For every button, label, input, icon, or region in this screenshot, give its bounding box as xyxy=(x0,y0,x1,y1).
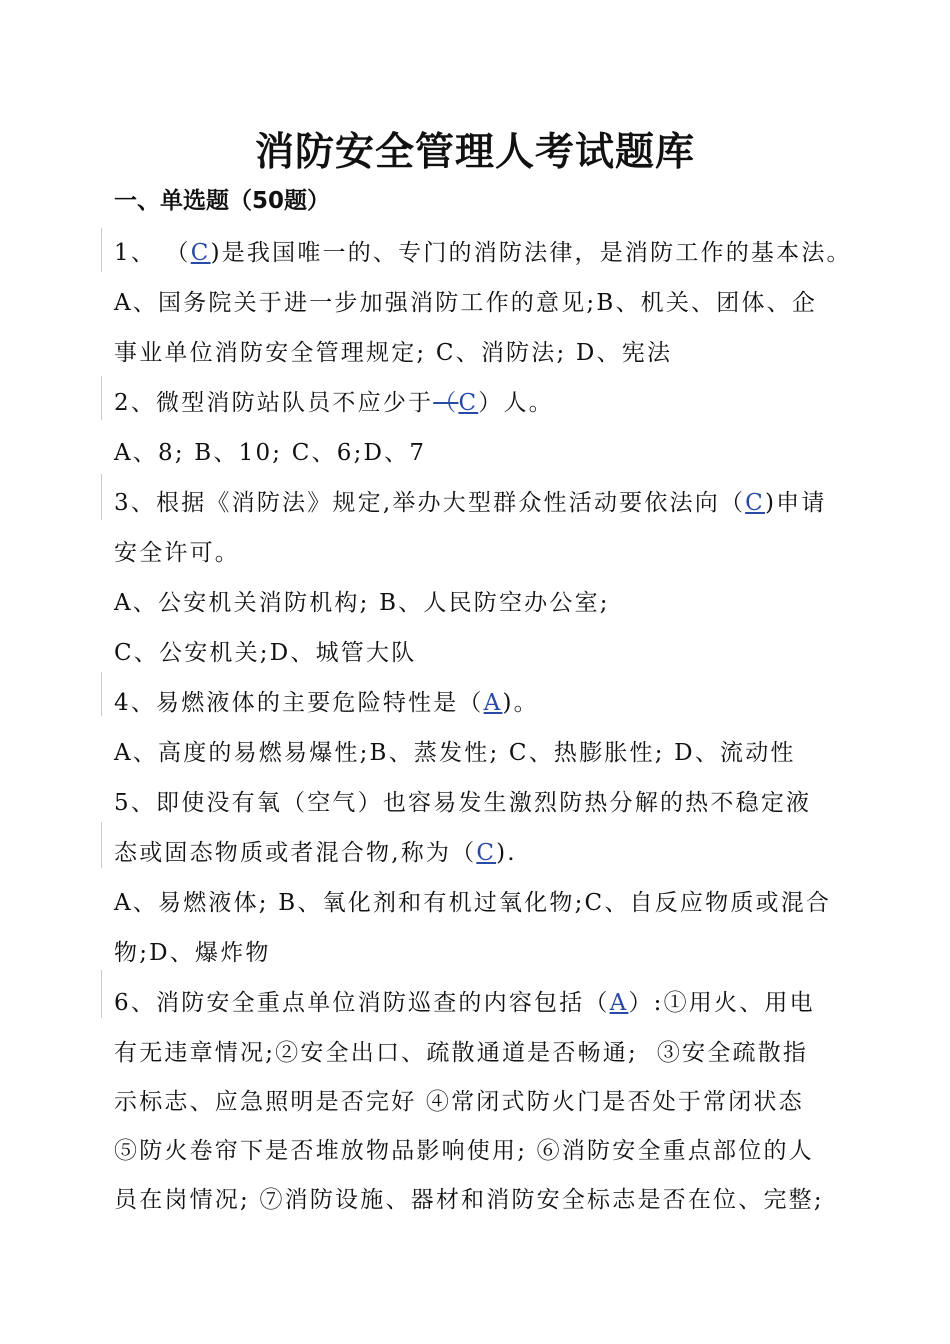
question-6-continued: 员在岗情况; ⑦消防设施、器材和消防安全标志是否在位、完整; xyxy=(114,1187,824,1213)
answer-mark: A xyxy=(483,690,503,716)
question-6: 6、消防安全重点单位消防巡查的内容包括（A）:①用火、用电 xyxy=(114,990,815,1016)
revision-bar xyxy=(101,970,102,1018)
revision-bar xyxy=(101,672,102,716)
question-5-options: 物;D、爆炸物 xyxy=(114,940,271,966)
answer-mark: C xyxy=(458,390,479,416)
section-heading: 一、单选题（50题） xyxy=(114,188,331,214)
answer-mark: A xyxy=(609,990,629,1016)
question-6-continued: 有无违章情况;②安全出口、疏散通道是否畅通; ③安全疏散指 xyxy=(114,1040,809,1066)
answer-mark: C xyxy=(476,840,497,866)
revision-bar xyxy=(101,474,102,520)
deleted-text: （ xyxy=(433,390,459,416)
question-1: 1、 （C)是我国唯一的、专门的消防法律，是消防工作的基本法。 xyxy=(114,240,852,266)
question-4-options: A、高度的易燃易爆性;B、蒸发性; C、热膨胀性; D、流动性 xyxy=(114,740,796,766)
question-2-options: A、8; B、10; C、6;D、7 xyxy=(114,440,427,466)
question-1-options: 事业单位消防安全管理规定; C、消防法; D、宪法 xyxy=(114,340,673,366)
question-2: 2、微型消防站队员不应少于（C）人。 xyxy=(114,390,554,416)
answer-mark: C xyxy=(190,240,211,266)
question-5: 5、即使没有氧（空气）也容易发生激烈防热分解的热不稳定液 xyxy=(114,790,812,816)
question-6-continued: ⑤防火卷帘下是否堆放物品影响使用; ⑥消防安全重点部位的人 xyxy=(114,1138,814,1164)
question-3-options: A、公安机关消防机构; B、人民防空办公室; xyxy=(114,590,610,616)
question-5-continued: 态或固态物质或者混合物,称为（C). xyxy=(114,840,517,866)
revision-bar xyxy=(101,376,102,420)
question-3-options: C、公安机关;D、城管大队 xyxy=(114,640,417,666)
question-4: 4、易燃液体的主要危险特性是（A)。 xyxy=(114,690,539,716)
question-3: 3、根据《消防法》规定,举办大型群众性活动要依法向（C)申请 xyxy=(114,490,827,516)
question-1-options: A、国务院关于进一步加强消防工作的意见;B、机关、团体、企 xyxy=(114,290,818,316)
question-6-continued: 示标志、应急照明是否完好 ④常闭式防火门是否处于常闭状态 xyxy=(114,1089,804,1115)
revision-bar xyxy=(101,228,102,272)
page-title: 消防安全管理人考试题库 xyxy=(254,129,695,175)
answer-mark: C xyxy=(745,490,765,516)
question-3-continued: 安全许可。 xyxy=(114,540,240,566)
revision-bar xyxy=(101,822,102,868)
question-5-options: A、易燃液体; B、氧化剂和有机过氧化物;C、自反应物质或混合 xyxy=(114,890,832,916)
